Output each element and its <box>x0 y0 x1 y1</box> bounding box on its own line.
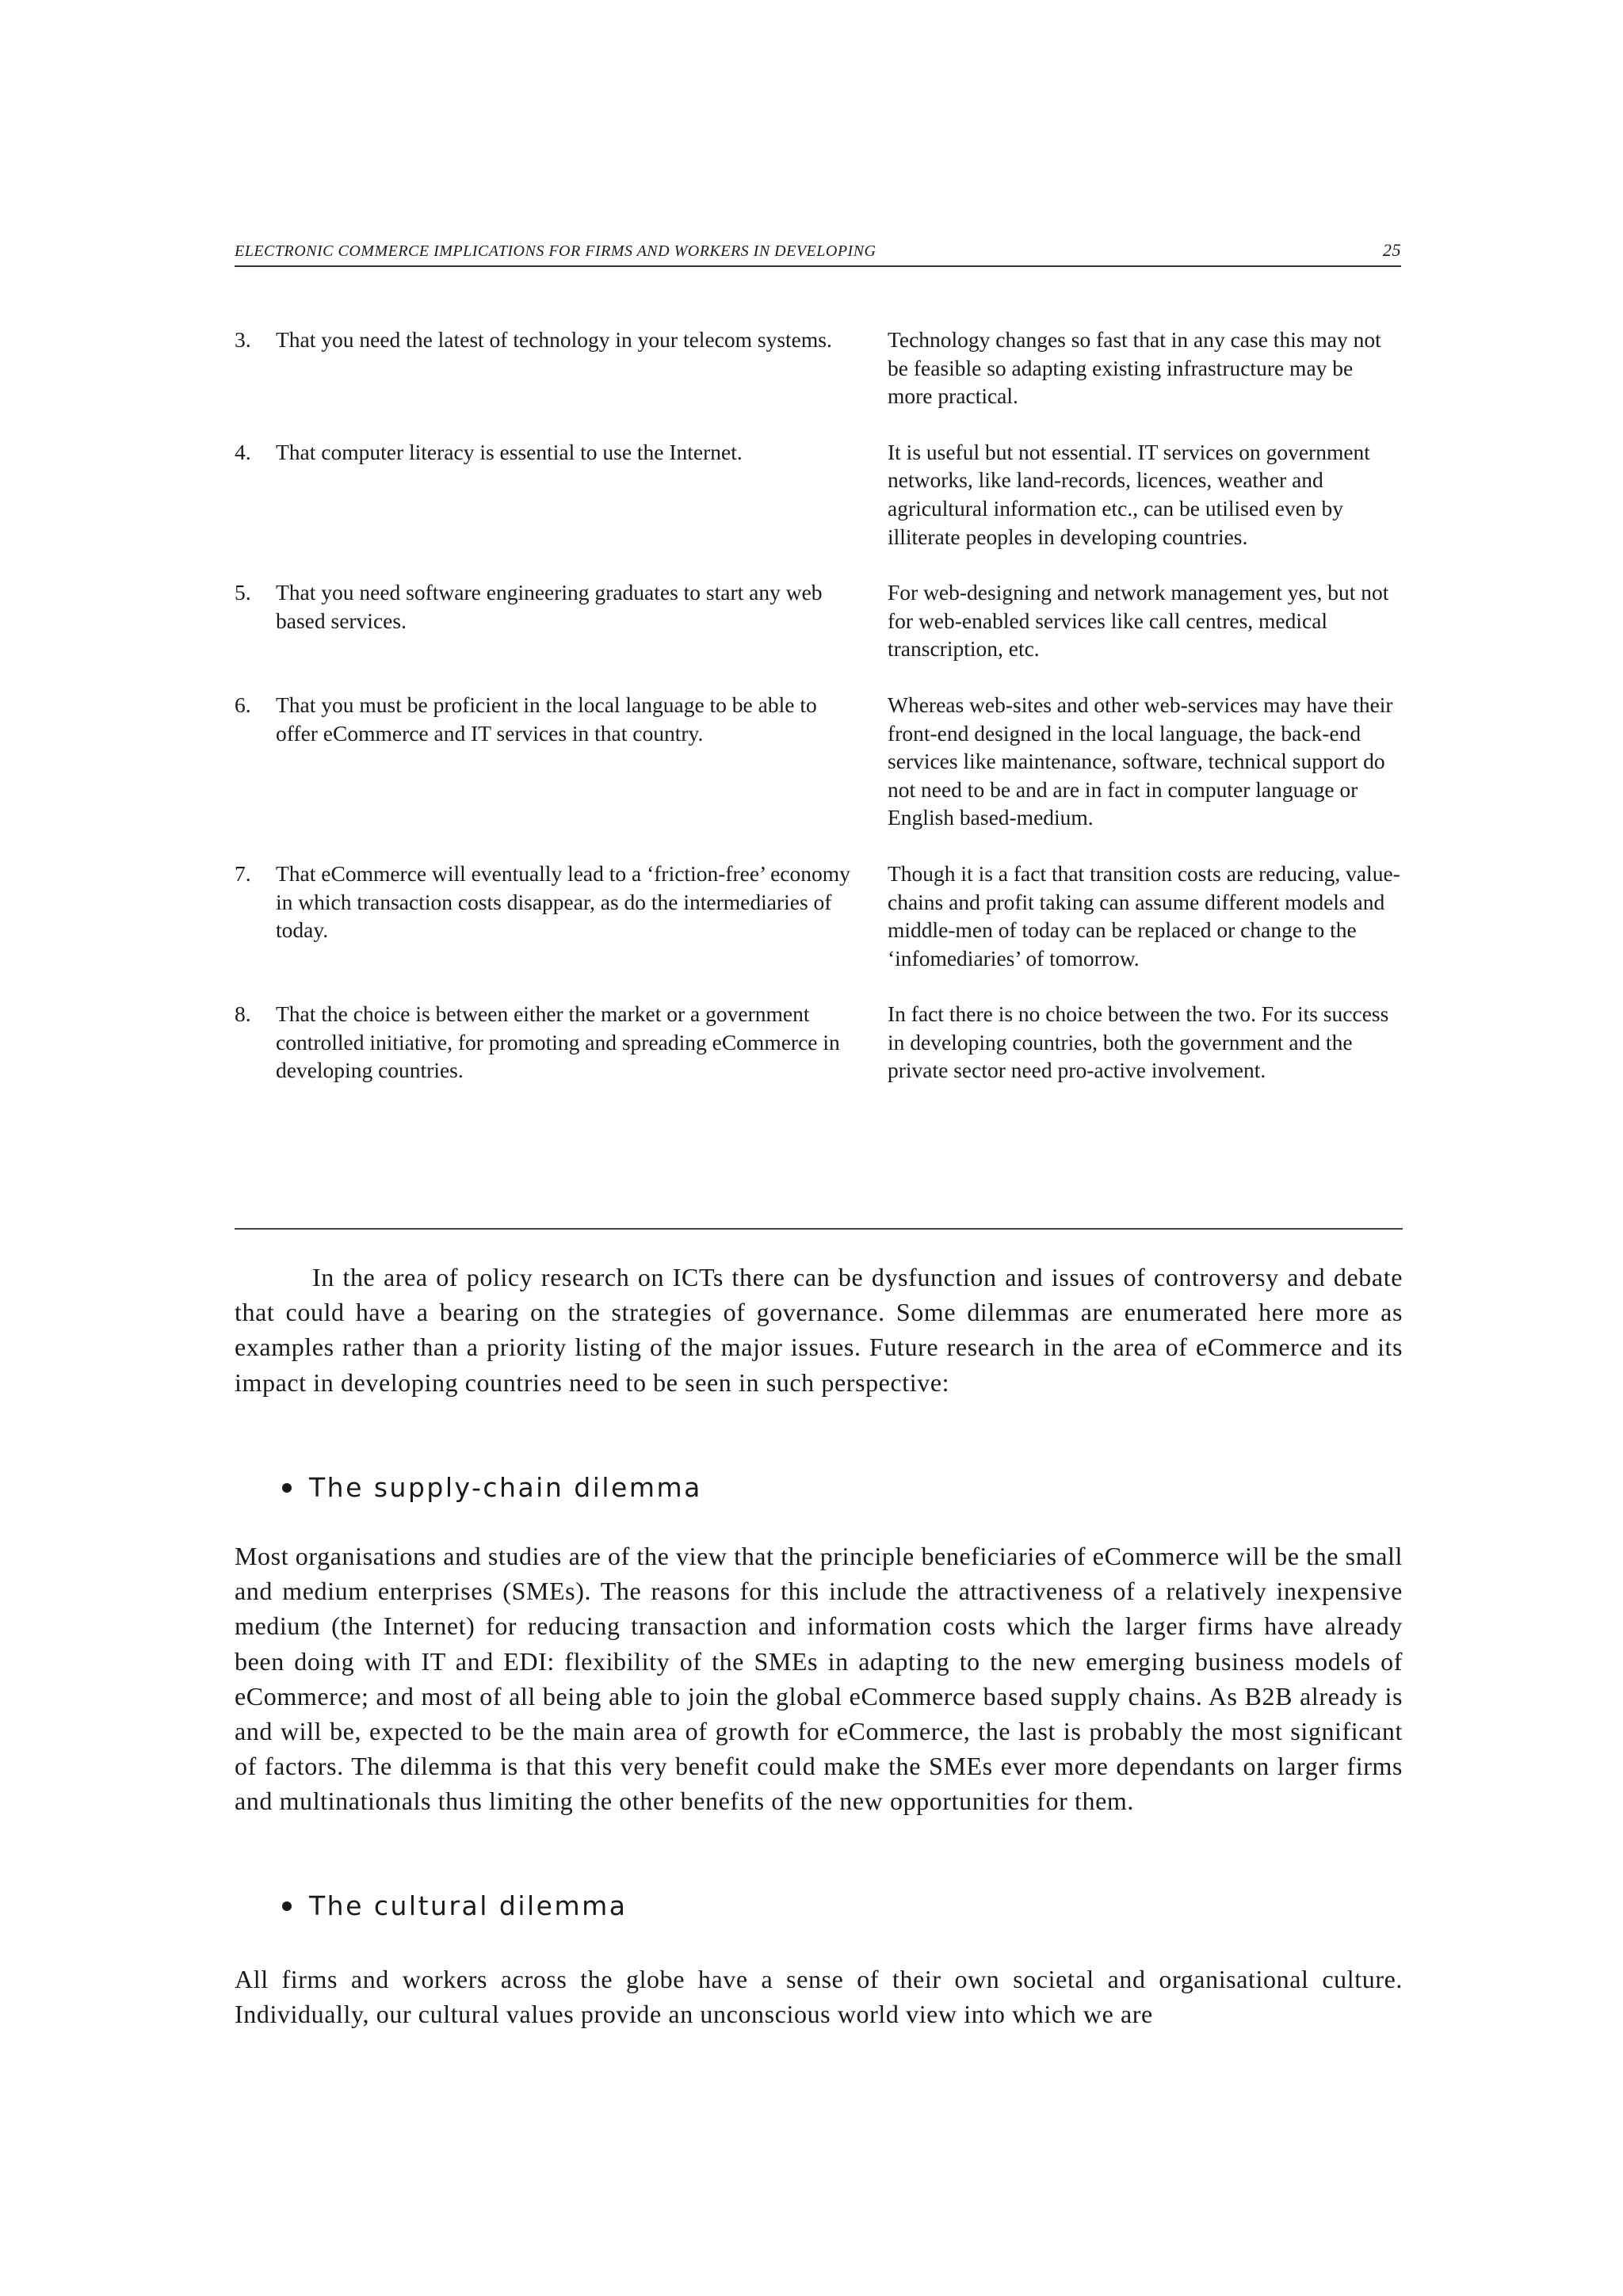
reality-text: Technology changes so fast that in any case this may not be feasible so adapting existing infrastructure may be more practical. <box>888 327 1381 409</box>
row-number: 7. <box>235 860 251 886</box>
table-row <box>235 860 1401 972</box>
row-number: 4. <box>235 439 251 464</box>
intro-paragraph: In the area of policy research on ICTs there can be dysfunction and issues of controversy and debate that could have a bearing on the strategies of governance. Some dilemmas are enumerated here more as examples rather than a priority listing of the major issues. Future research in the area of eCommerce and its impact in developing countries need to be seen in such perspective: <box>235 1263 1403 1397</box>
section-heading-text: The cultural dilemma <box>309 1890 628 1921</box>
reality-text: It is useful but not essential. IT services on government networks, like land-records, licences, weather and agricultural information etc., can be utilised even by illiterate peoples in developing countries. <box>888 439 1370 549</box>
bullet-icon <box>282 1901 292 1911</box>
reality-text: Though it is a fact that transition costs are reducing, value-chains and profit taking can assume different models and middle-men of today can be replaced or change to the ‘infomediaries’ of tomorrow. <box>888 860 1400 971</box>
table-bottom-rule <box>235 1228 1403 1230</box>
myth-text: That the choice is between either the market or a government controlled initiative, for promoting and spreading eCommerce in developing countries. <box>276 1001 840 1083</box>
section-heading-text: The supply-chain dilemma <box>309 1472 702 1503</box>
row-number: 6. <box>235 692 251 717</box>
table-row <box>235 691 1401 832</box>
reality-text: For web-designing and network management yes, but not for web-enabled services like call centres, medical transcription, etc. <box>888 580 1389 662</box>
section-heading <box>282 1472 702 1503</box>
myth-text: That you need software engineering graduates to start any web based services. <box>276 580 823 633</box>
myth-text: That you need the latest of technology in your telecom systems. <box>276 327 832 352</box>
bullet-icon <box>282 1483 292 1493</box>
reality-text: Whereas web-sites and other web-services may have their front-end designed in the local language, the back-end services like maintenance, software, technical support do not need to be and are in fact in computer language or English based-medium. <box>888 692 1393 830</box>
table-row <box>235 1000 1401 1085</box>
myth-text: That eCommerce will eventually lead to a ‘friction-free’ economy in which transaction costs disappear, as do the intermediaries of today. <box>276 860 850 943</box>
page-number: 25 <box>1383 240 1401 260</box>
row-number: 5. <box>235 580 251 605</box>
table-row <box>235 326 1401 410</box>
row-number: 3. <box>235 327 251 352</box>
running-header <box>235 240 1401 267</box>
myths-table <box>235 326 1401 1112</box>
reality-text: In fact there is no choice between the two. For its success in developing countries, both the government and the private sector need pro-active involvement. <box>888 1001 1389 1083</box>
running-title: ELECTRONIC COMMERCE IMPLICATIONS FOR FIRMS AND WORKERS IN DEVELOPING <box>235 242 876 260</box>
table-row <box>235 578 1401 663</box>
myth-text: That computer literacy is essential to use the Internet. <box>276 439 743 464</box>
myth-text: That you must be proficient in the local language to be able to offer eCommerce and IT services in that country. <box>276 692 817 746</box>
supply-chain-paragraph: Most organisations and studies are of the view that the principle beneficiaries of eCommerce will be the small and medium enterprises (SMEs). The reasons for this include the attractiveness of a relatively inexpensive medium (the Internet) for reducing transaction and information costs which the larger firms have already been doing with IT and EDI: flexibility of the SMEs in adapting to the new emerging business models of eCommerce; and most of all being able to join the global eCommerce based supply chains. As B2B already is and will be, expected to be the main area of growth for eCommerce, the last is probably the most significant of factors. The dilemma is that this very benefit could make the SMEs ever more dependants on larger firms and multinationals thus limiting the other benefits of the new opportunities for them. <box>235 1542 1403 1816</box>
table-row <box>235 438 1401 551</box>
section-heading <box>282 1890 628 1921</box>
cultural-paragraph: All firms and workers across the globe have a sense of their own societal and organisational culture. Individually, our cultural values provide an unconscious world view into which we are <box>235 1965 1403 2029</box>
row-number: 8. <box>235 1001 251 1027</box>
